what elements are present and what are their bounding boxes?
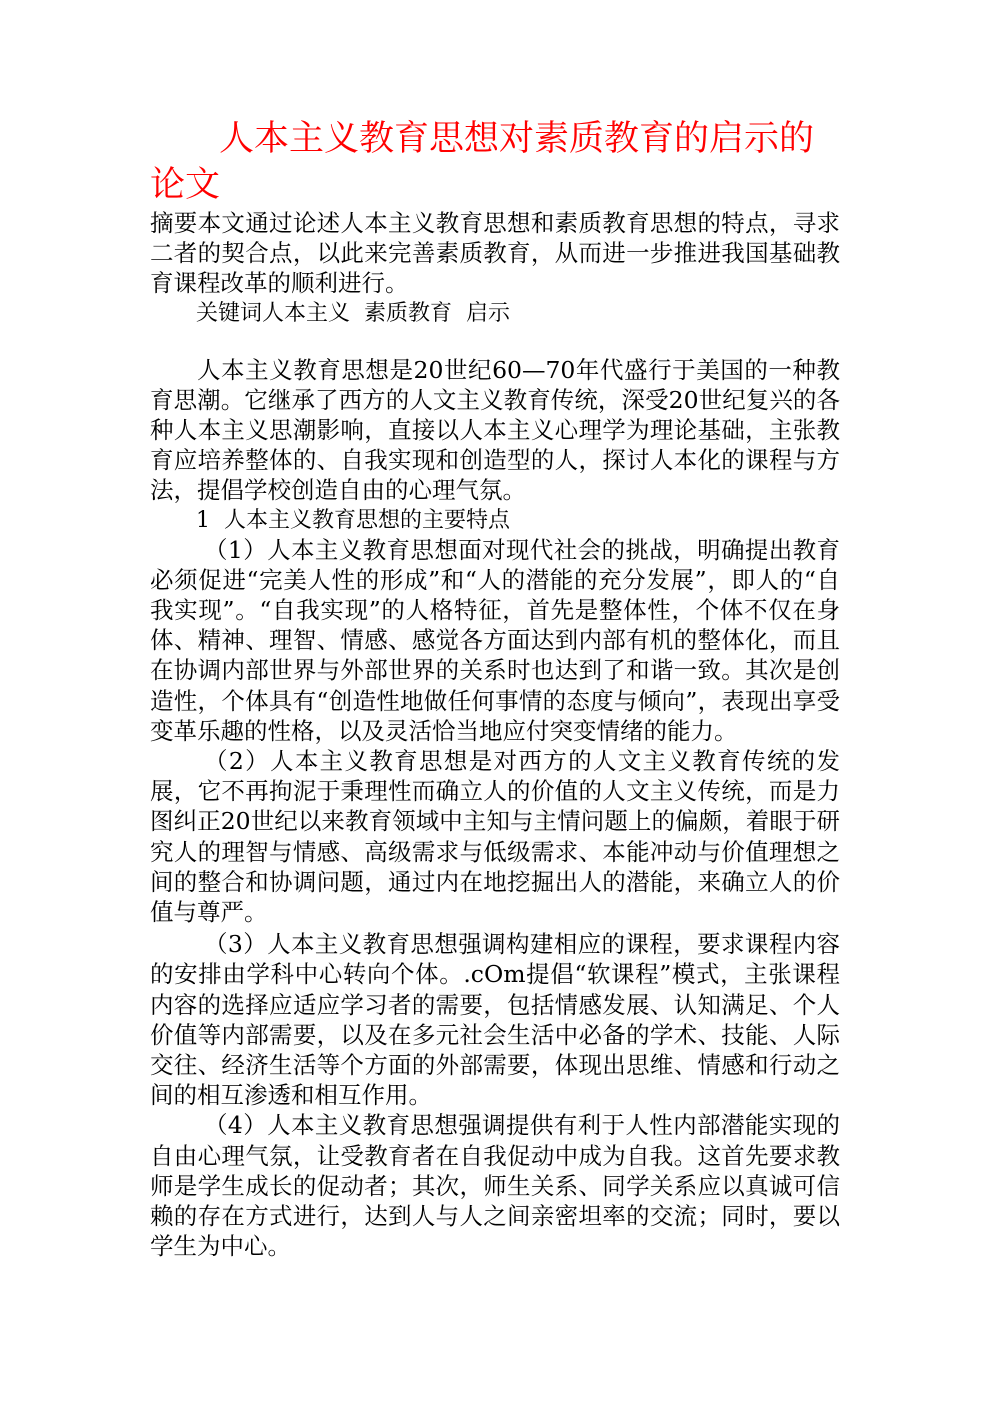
point-4-paragraph: （4）人本主义教育思想强调提供有利于人性内部潜能实现的自由心理气氛，让受教育者在自我促动中成为自我。这首先要求教师是学生成长的促动者；其次，师生关系、同学关系应以真诚可信赖的存在方式进行，达到人与人之间亲密坦率的交流；同时，要以学生为中心。 [150,1111,840,1261]
document-page [150,116,840,1262]
keywords-line: 关键词人本主义 素质教育 启示 [196,300,510,326]
intro-paragraph: 人本主义教育思想是20世纪60—70年代盛行于美国的一种教育思潮。它继承了西方的人文主义教育传统，深受20世纪复兴的各种人本主义思潮影响，直接以人本主义心理学为理论基础，主张教育应培养整体的、自我实现和创造型的人，探讨人本化的课程与方法，提倡学校创造自由的心理气氛。 [150,355,840,505]
point-1-paragraph: （1）人本主义教育思想面对现代社会的挑战，明确提出教育必须促进“完美人性的形成”和“人的潜能的充分发展”，即人的“自我实现”。“自我实现”的人格特征，首先是整体性，个体不仅在身体、精神、理智、情感、感觉各方面达到内部有机的整体化，而且在协调内部世界与外部世界的关系时也达到了和谐一致。其次是创造性，个体具有“创造性地做任何事情的态度与倾向”，表现出享受变革乐趣的性格，以及灵活恰当地应付突变情绪的能力。 [150,535,840,745]
section-heading: 1 人本主义教育思想的主要特点 [196,507,510,533]
point-2-paragraph: （2）人本主义教育思想是对西方的人文主义教育传统的发展，它不再拘泥于秉理性而确立人的价值的人文主义传统，而是力图纠正20世纪以来教育领域中主知与主情问题上的偏颇，着眼于研究人的理智与情感、高级需求与低级需求、本能冲动与价值理想之间的整合和协调问题，通过内在地挖掘出人的潜能，来确立人的价值与尊严。 [150,747,840,927]
point-3-paragraph: （3）人本主义教育思想强调构建相应的课程，要求课程内容的安排由学科中心转向个体。.cOm提倡“软课程”模式，主张课程内容的选择应适应学习者的需要，包括情感发展、认知满足、个人价值等内部需要，以及在多元社会生活中必备的学术、技能、人际交往、经济生活等个方面的外部需要，体现出思维、情感和行动之间的相互渗透和相互作用。 [150,930,840,1110]
abstract-paragraph: 摘要本文通过论述人本主义教育思想和素质教育思想的特点，寻求二者的契合点，以此来完善素质教育，从而进一步推进我国基础教育课程改革的顺利进行。 [150,209,840,298]
document-title: 人本主义教育思想对素质教育的启示的论文 [150,119,815,205]
blank-line [150,329,840,355]
